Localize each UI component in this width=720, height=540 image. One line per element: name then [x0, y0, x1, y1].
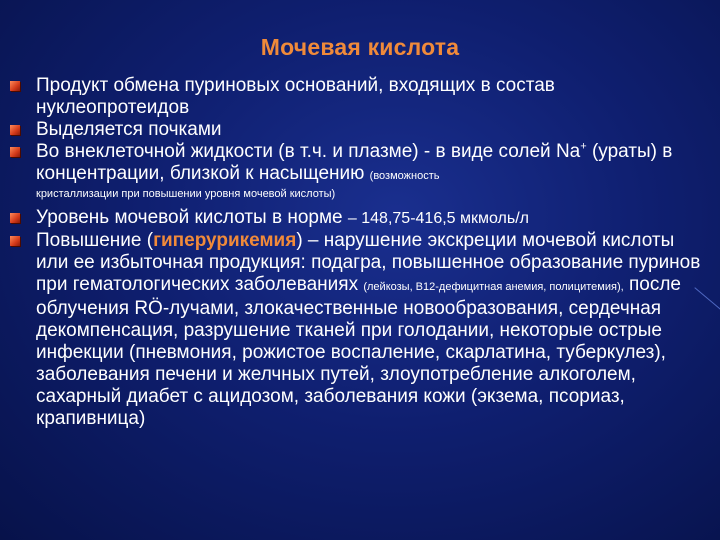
list-item: [10, 141, 710, 201]
normal-range-value: – 148,75-416,5 мкмоль/л: [347, 210, 529, 227]
bullet-square-icon: [10, 81, 20, 91]
list-item: [10, 230, 710, 430]
bullet-square-icon: [10, 147, 20, 157]
slide-title: Мочевая кислота: [260, 34, 460, 60]
item-text: (ураты) в концентрации, близкой к насыщению: [36, 141, 673, 184]
bullet-square-icon: [10, 125, 20, 135]
item-text: Повышение (: [36, 230, 154, 251]
small-note: кристаллизации при повышении уровня мочевой кислоты): [36, 188, 336, 200]
bullet-list: [10, 75, 710, 430]
item-text: Уровень мочевой кислоты в норме: [36, 207, 348, 228]
highlight-term: гиперурикемия: [153, 230, 297, 251]
item-text: Продукт обмена пуриновых оснований, входящих в состав нуклеопротеидов: [36, 75, 555, 118]
list-item: [10, 119, 710, 141]
list-item: [10, 207, 710, 230]
small-note: (возможность: [369, 170, 440, 182]
item-text: ) – нарушение экскреции мочевой кислоты или ее избыточная продукция: подагра, повышенное образование пуринов при гематологических заболеваниях: [36, 230, 701, 295]
bullet-square-icon: [10, 213, 20, 223]
item-text: Во внеклеточной жидкости (в т.ч. и плазме) - в виде солей: [36, 141, 551, 162]
item-text: после облучения RÖ-лучами, злокачественные новообразования, сердечная декомпенсация, разрушение тканей при голодании, некоторые острые инфекции (пневмония, рожистое воспаление, скарлатина, туберкулез), заболевания печени и желчных путей, злоупотребление алкоголем, сахарный диабет с ацидозом, заболевания кожи (экзема, псориаз, крапивница): [36, 274, 681, 429]
bullet-square-icon: [10, 236, 20, 246]
list-item: [10, 75, 710, 119]
item-text: Выделяется почками: [36, 119, 222, 140]
sodium-symbol: Na: [555, 141, 581, 162]
small-note: (лейкозы, В12-дефицитная анемия, полицитемия),: [363, 281, 624, 293]
charge-superscript: +: [580, 140, 587, 153]
